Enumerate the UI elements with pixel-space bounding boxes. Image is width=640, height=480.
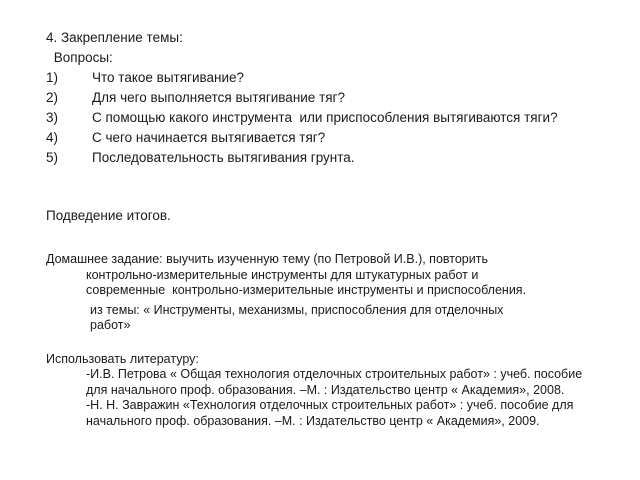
list-item-text: Для чего выполняется вытягивание тяг? [92,90,345,105]
homework-topic-line-1: из темы: « Инструменты, механизмы, приспособления для отделочных [90,302,504,317]
homework-line-3: современные контрольно-измерительные инструменты и приспособления. [86,283,527,297]
spacer [46,334,600,352]
list-item-text: Что такое вытягивание? [92,70,245,85]
list-item [46,128,600,148]
list-item [46,148,600,168]
list-item-text: С помощью какого инструмента или приспособления вытягиваются тяги? [92,110,558,125]
list-item-text: С чего начинается вытягивается тяг? [92,130,326,145]
spacer [46,168,600,206]
questions-label: Вопросы: [50,50,113,65]
list-item [46,68,600,88]
homework-topic-line-2: работ» [90,318,131,332]
list-item-number: 1) [46,70,59,85]
list-item [46,88,600,108]
homework-line-1: Домашнее задание: выучить изученную тему (по Петровой И.В.), повторить [46,252,488,266]
homework-block [46,252,600,334]
list-item [46,108,600,128]
list-item-text: Последовательность вытягивания грунта. [92,150,355,165]
list-item-number: 2) [46,90,59,105]
literature-block [46,352,600,430]
list-item-number: 5) [46,150,59,165]
literature-label: Использовать литературу: [46,351,199,366]
literature-entry: -Н. Н. Завражин «Технология отделочных строительных работ» : учеб. пособие для начального проф. образования. –М. : Издательство центр « Академия», 2009. [86,398,577,428]
spacer [46,226,600,252]
list-item-number: 3) [46,110,59,125]
homework-line-2: контрольно-измерительные инструменты для штукатурных работ и [86,267,479,282]
summary-line: Подведение итогов. [46,208,171,223]
questions-list [46,68,600,168]
literature-entry: -И.В. Петрова « Общая технология отделочных строительных работ» : учеб. пособие для начального проф. образования. –М. : Издательство центр « Академия», 2008. [86,367,586,397]
list-item-number: 4) [46,130,59,145]
section-title: 4. Закрепление темы: [46,30,183,45]
